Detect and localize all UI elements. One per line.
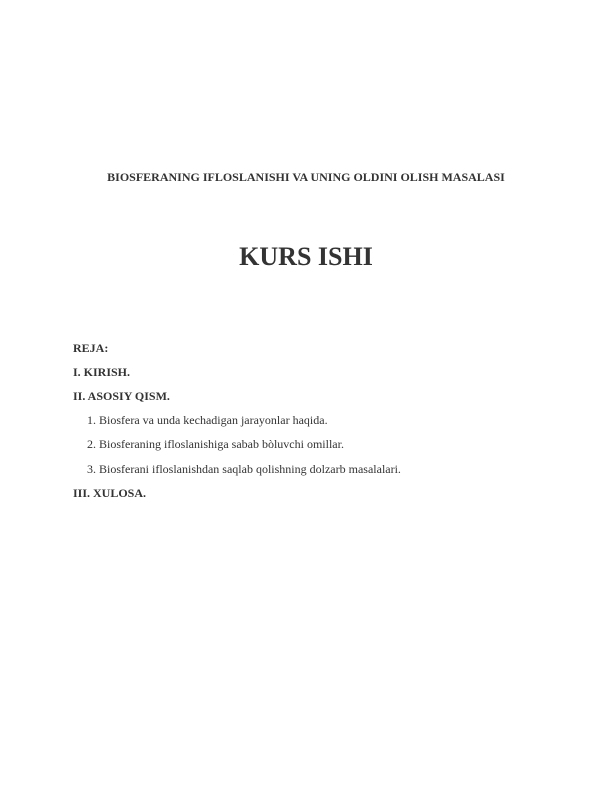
document-type-heading: KURS ISHI (239, 242, 373, 271)
plan-item-main-part: II. ASOSIY QISM. (73, 389, 170, 403)
plan-subitem-2: 2. Biosferaning ifloslanishiga sabab bòluvchi omillar. (87, 437, 344, 451)
plan-item-conclusion: III. XULOSA. (73, 486, 147, 500)
plan-subitem-3: 3. Biosferani ifloslanishdan saqlab qolishning dolzarb masalalari. (87, 462, 401, 476)
plan-subitem-1: 1. Biosfera va unda kechadigan jarayonlar haqida. (87, 413, 328, 427)
plan-heading: REJA: (73, 341, 109, 355)
topic-title: BIOSFERANING IFLOSLANISHI VA UNING OLDINI OLISH MASALASI (107, 170, 505, 184)
plan-item-introduction: I. KIRISH. (73, 365, 131, 379)
